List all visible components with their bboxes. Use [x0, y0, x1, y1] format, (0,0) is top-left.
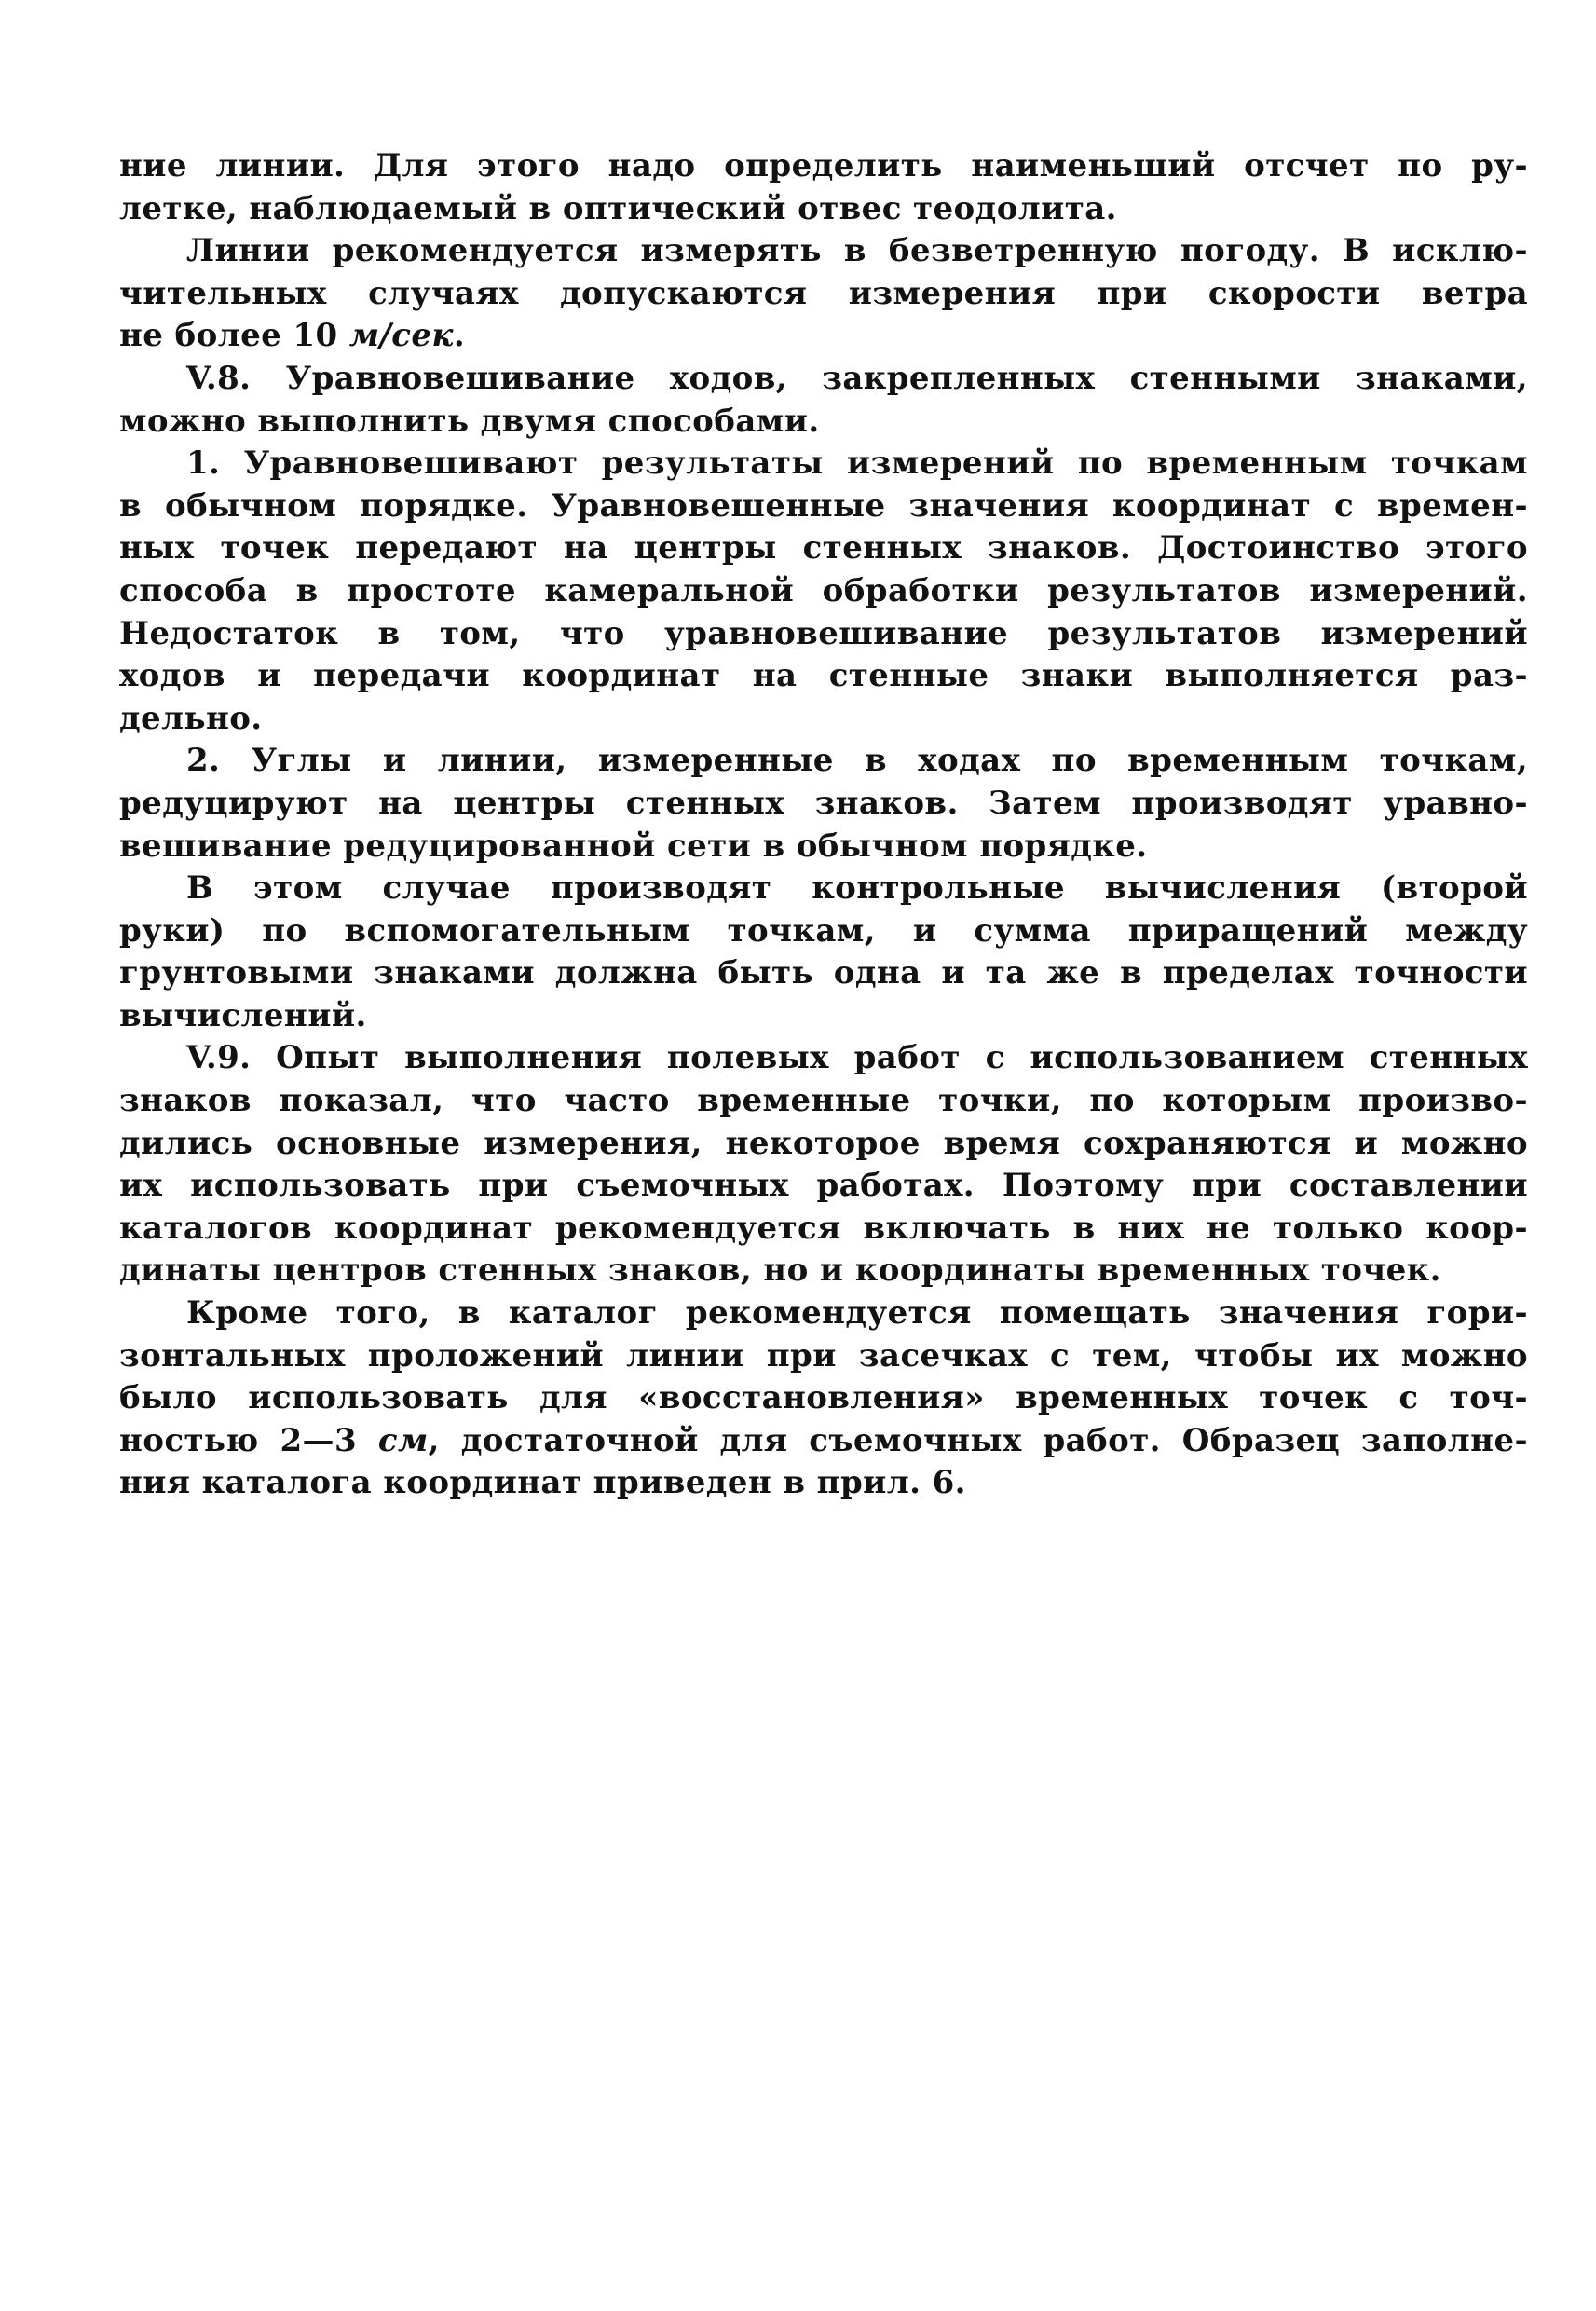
paragraph [119, 740, 1528, 868]
italic-text-segment: см [377, 1421, 429, 1459]
text-segment: руки) по вспомогательным точкам, и сумма приращений между [119, 911, 1528, 950]
text-line [119, 1335, 1528, 1378]
paragraph [119, 230, 1528, 358]
text-line [119, 1377, 1528, 1420]
paragraph [119, 358, 1528, 443]
text-block [119, 145, 1528, 1505]
text-segment: можно выполнить двумя способами. [119, 402, 820, 440]
text-segment: было использовать для «восстановления» временных точек с точ- [119, 1379, 1528, 1417]
text-segment: грунтовыми знаками должна быть одна и та же в пределах точности [119, 954, 1528, 992]
text-line [119, 952, 1528, 995]
text-segment: зонтальных проложений линии при засечках с тем, чтобы их можно [119, 1336, 1528, 1374]
text-line [119, 1208, 1528, 1251]
text-segment: . [453, 317, 466, 355]
text-segment: их использовать при съемочных работах. Поэтому при составлении [119, 1167, 1528, 1205]
text-line [119, 527, 1528, 570]
text-line [119, 1080, 1528, 1123]
text-line [119, 315, 1528, 358]
text-segment: знаков показал, что часто временные точки, по которым произво- [119, 1082, 1528, 1120]
paragraph [119, 1292, 1528, 1505]
text-line [119, 995, 1528, 1038]
text-segment: V.8. Уравновешивание ходов, закрепленных стенными знаками, [186, 359, 1528, 397]
text-line [119, 188, 1528, 231]
text-segment: Кроме того, в каталог рекомендуется помещать значения гори- [186, 1294, 1528, 1333]
paragraph [119, 443, 1528, 740]
paragraph [119, 1037, 1528, 1292]
text-line [119, 1250, 1528, 1292]
text-line [119, 655, 1528, 698]
text-line [119, 145, 1528, 188]
text-segment: ходов и передачи координат на стенные знаки выполняется раз- [119, 657, 1528, 695]
text-line [119, 230, 1528, 273]
text-segment: не более 10 [119, 317, 349, 355]
text-line [119, 570, 1528, 613]
text-line [119, 1037, 1528, 1080]
text-line [119, 273, 1528, 316]
text-segment: способа в простоте камеральной обработки результатов измерений. [119, 571, 1528, 609]
paragraph [119, 868, 1528, 1037]
text-segment: 2. Углы и линии, измеренные в ходах по временным точкам, [186, 742, 1528, 780]
text-line [119, 1123, 1528, 1166]
paragraph [119, 145, 1528, 230]
text-line [119, 740, 1528, 783]
text-segment: вешивание редуцированной сети в обычном порядке. [119, 827, 1148, 865]
text-line [119, 868, 1528, 910]
text-line [119, 910, 1528, 953]
text-line [119, 783, 1528, 826]
text-segment: ния каталога координат приведен в прил. 6. [119, 1464, 966, 1502]
text-line [119, 401, 1528, 444]
text-segment: Недостаток в том, что уравновешивание результатов измерений [119, 614, 1528, 652]
text-line [119, 1462, 1528, 1505]
text-line [119, 443, 1528, 485]
text-line [119, 698, 1528, 741]
text-segment: редуцируют на центры стенных знаков. Затем производят уравно- [119, 784, 1528, 822]
text-segment: каталогов координат рекомендуется включать в них не только коор- [119, 1209, 1528, 1247]
text-segment: дились основные измерения, некоторое время сохраняются и можно [119, 1124, 1528, 1162]
text-segment: в обычном порядке. Уравновешенные значения координат с времен- [119, 486, 1528, 525]
text-segment: летке, наблюдаемый в оптический отвес теодолита. [119, 189, 1117, 227]
text-segment: V.9. Опыт выполнения полевых работ с использованием стенных [186, 1039, 1528, 1077]
text-segment: 1. Уравновешивают результаты измерений по временным точкам [186, 444, 1528, 483]
text-line [119, 1292, 1528, 1335]
text-segment: вычислений. [119, 996, 367, 1034]
text-line [119, 613, 1528, 656]
text-segment: чительных случаях допускаются измерения при скорости ветра [119, 274, 1528, 312]
text-segment: динаты центров стенных знаков, но и координаты временных точек. [119, 1251, 1441, 1290]
text-segment: ностью 2—3 [119, 1421, 378, 1459]
text-line [119, 358, 1528, 401]
text-segment: дельно. [119, 699, 263, 737]
italic-text-segment: м/сек [348, 317, 454, 355]
text-segment: ных точек передают на центры стенных знаков. Достоинство этого [119, 529, 1528, 567]
text-line [119, 1420, 1528, 1463]
text-line [119, 1165, 1528, 1208]
text-segment: В этом случае производят контрольные вычисления (второй [186, 869, 1528, 908]
text-line [119, 485, 1528, 528]
text-segment: Линии рекомендуется измерять в безветренную погоду. В исклю- [186, 232, 1528, 270]
text-line [119, 826, 1528, 868]
text-segment: ние линии. Для этого надо определить наименьший отсчет по ру- [119, 147, 1528, 185]
text-segment: , достаточной для съемочных работ. Образец заполне- [428, 1421, 1528, 1459]
